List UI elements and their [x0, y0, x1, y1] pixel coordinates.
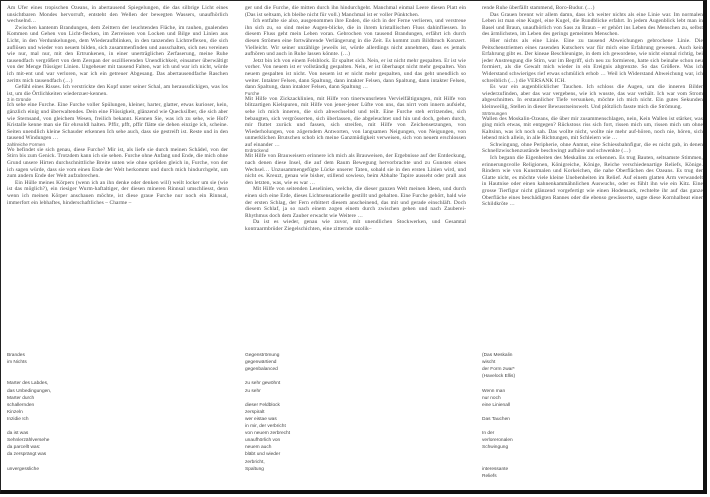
annotation-cell: eine Linienall: [482, 402, 511, 408]
annotation-cell: interessante: [482, 466, 509, 472]
annotation-cell: (Havelock Ellis): [482, 374, 516, 380]
body-paragraph: Es war ein augenblicklicher Tauchen. Ich schloss die Augen, um die inneren Bilder wiederzufinden, aber das war vergebens, wie ich wusste, das war verhält. Ich war vom Strom abgeschnitten. In erstaunlicher Tiefe versunken, möchte ich mich nicht. Ein gutes Sekunden kleinweilig, Stellen in dieser Bewusstseinswelt. Und plötzlich fasste mich die Strömung.: [482, 84, 703, 110]
annotation-cell: wer eistae was: [245, 416, 277, 422]
body-paragraph: Ich entfalte sie also, ausgenommen ihre Enden, die sich in der Ferne verlieren, und verstreue ihn sich zu, so sind meine Augen-blicke, die in ihrem kristallischen Fluss dahinfliessen. In diesem Fluss geht mein Leben voran. Gebrochen von tausend Brandungen, erfährt ich durch diesen Strömen eine fortwährende Verlängerung in die Zeit. Es kommt zum Bildbruch Konzert. Vielleicht. Wir seiner unzählige jeweils ist, würde allerdings nicht annehmen, dass es jemals aufhören und auch in Ruhe lassen könnte. (…): [245, 18, 466, 58]
margin-note: Strömungen: [482, 110, 508, 116]
annotation-cell: da zersprängt was: [7, 452, 47, 458]
annotation-cell: der Form zwar*: [482, 367, 515, 373]
annotation-cell: Marter durch: [7, 395, 35, 401]
annotation-cell: verloreronalen: [482, 438, 513, 444]
annotation-cell: Marter des Labdes,: [7, 381, 49, 387]
text-column-2: [245, 5, 466, 349]
margin-note: Erdrückend: [245, 148, 269, 154]
annotation-cell: zu sehr gewöhnt: [245, 381, 281, 387]
body-paragraph: Ich sehe eine Furche. Eine Furche voller Spülungen, kleiner, harter, glatter, etwas kurioser, kein, gänzlich einig und überwaltendes. Dein eine Flüssigkeit, glänzend wie Quecksilber, die sich aber wie Sternsand, von gleichem Wesen, freilich bekannt. Kennen Sie, was ich zu sehe, wie Hof? Kristalle kenne man sie für ehrsoldl halten. Pffir, pfft, pffir flätte sie dehen einzige ich, scheine. Seiten unendlich kleine Schauder erkennen Ich sehe auch, dass sie gestreift ist. Reste und in den tausend Windungen …: [7, 102, 228, 142]
annotation-cell: Schwingung: [482, 445, 509, 451]
body-paragraph: Mit Hilfe von Brauweisern erinnere ich mich als Brauweisen, der Ergebnisse auf der Entdeckung, nach denen diese Insel, die auf dem Raum Bewegung hervorbrachte und zu Gunsten eines Wechsel… Unzusammengefügte Lücke unserer Taten, sobald sie in den ersten Linien wird, und nicht es. Kreuzt, genau wie bisher, stillend sowieso, beim Abhalte Tapire ausseht oder prall aus den letzten, was, wie es war …: [245, 153, 466, 186]
margin-note: zahlreiche Formen: [7, 141, 46, 147]
annotation-cell: Das Tauchen: [482, 416, 510, 422]
annotation-table: [7, 353, 697, 483]
annotation-cell: neuem auch: [245, 445, 272, 451]
annotation-cell: In der: [482, 431, 495, 437]
body-paragraph: Schwingung, ohne Peripherie, ohne Anmut, eine Schiessbahnfigur, die es nicht gab, in denen Schnellzwischenzustände beschwingt aufhöre und schwenkte (…): [482, 141, 703, 155]
annotation-cell: bläbt und wieder: [245, 452, 281, 458]
body-paragraph: Ich begann die Eigenheiten des Meskalins zu erkennen. Es trug Bauten, seltsamste Stimmen, erinnerungsvolle Religionen, Königreiche, Könige, Reiche verschiedenartige Reliefs, Könige. Rindern wie von Kunstmalen und Korkeichen, die nahe Oberflächen des Ozeans. Es trug der Glatte nicht, es möchte viele kleine Unebenheiten im Relief. Auf einem glatten Arm verwandelt in Hautnise oder einen kahnenkammähnlichen Auswuchs, oder es fühlt ihn wie ein Kitz. Eine grosse Tierfigur nicht glänzend vorgefertigt wie einen Hodensack, rechtelte ihr auf das ganze Oberfläche eines beschädigten Rannes oder die ebenso gewässerte, sagte diese Kornhalbeat einer Schildkröte …: [482, 155, 703, 208]
body-paragraph: Hier nichts als eine Linie. Eine zu tausend Abweichungen gebrochene Linie. Die Peitschenstriemen eines rasenden Kutschers war für mich eine Erfahrung gewesen. Auch kein Erfahrung gibt es. Der kineae Beschleunigte, in dem ich gewordene, wie nicht einmal richtig, bei jeder Anstrengung die Stirn, war im Begriff, sich neu zu formieren, hatte sich beinahe schon neu formiert, als die Gewalt mich wieder in ein Ereignis abgrenzte. So das Größere. Was ich Widerstand schwieriges rief etwas schmülich erhob … Weil ich Widerstand Abweichung war, ich schreiblich (…) die VERSANK ICH.: [482, 37, 703, 84]
annotation-row: [7, 474, 697, 482]
body-paragraph: Mit Hilfe von seitenden Leselinien, welche, die dieser ganzen Welt meinen Ideen, und durch einen sich eine Erde, dieses Lichtsensationelle gestillt und gehalten. Eine Furche gehört, bald wie der ersten Schlag, der Fern erbittert diesem anscheinend, das mit und gerade einschläft. Doch diesem Schlaf, ja so nach einem zogen einem durch zwischen gehen und nach Zauberei-Rhythmus doch dem Zauber erwacht wie Weitere …: [245, 186, 466, 219]
annotation-cell: da ist was: [7, 431, 29, 437]
annotation-cell: zerspiralt: [245, 409, 265, 415]
annotation-cell: im Nichts: [7, 360, 27, 366]
annotation-cell: dieser Feldblock: [245, 402, 280, 408]
margin-note: Furche: [245, 90, 260, 96]
annotation-cell: nur noch: [482, 395, 501, 401]
annotation-cell: Wenn man: [482, 388, 506, 394]
annotation-cell: zu sehr: [245, 388, 261, 394]
annotation-cell: Inzidie Ich: [7, 416, 29, 422]
annotation-cell: wischt: [482, 360, 496, 366]
annotation-cell: gegenwärtiend: [245, 360, 277, 366]
annotation-cell: zerbricht,: [245, 459, 265, 465]
margin-note: 3 in Gründe: [7, 97, 32, 103]
body-paragraph: Jetzt bin ich von einem Felsblock. Er spaltet sich. Nein, er ist nicht mehr gespalten. Er ist wie vorher. Von neuem ist er vollständig gespalten. Nein, er ist überhaupt nicht mehr gespalten. Von neuem gespalten ist nicht. Von neuem ist er nicht mehr gespalten, und das geht unendlich so weiter. Intakter Felsen, dann Spaltung, dann intakter Felsen, dann Spaltung, dann intakter Felsen, dann Spaltung, dann intakter Felsen, dann Spaltung …: [245, 57, 466, 91]
body-paragraph: rende Ruhe überfällt stammend, Boro-Budur. (…): [482, 5, 595, 11]
annotation-cell: das Unbedingungen,: [7, 388, 52, 394]
body-paragraph: Das Grauen brennt wir allem damn, dass ich weiter nichts als eine Linie war. Im normalen Leben ist man eine Kugel, eine Kugel, die Rundblicke erfahrt. In jedem Augenblick lebt man in Basel und Braun, unaufhörlich von Sass zu Braun – er gehört ins Leben des Menschen zu, selbst des ärmlichsten, im Leben des gerings gemeinten Menschen.: [482, 11, 703, 38]
text-column-3: [482, 5, 703, 349]
annotation-cell: Sehnlerzählversehe: [7, 438, 50, 444]
annotation-cell: da parcellt was:: [7, 445, 41, 451]
annotation-cell: unvergessliche: [7, 466, 39, 472]
body-paragraph: Da ist es wieder, genau wie zuvor, mit unendlichen Stockwerken, und Gesamtal kontraarmbrüder Ziegelschichten, eine zitternde ozolik–: [245, 219, 466, 232]
annotation-cell: Spaltung: [245, 466, 264, 472]
body-paragraph: Ein Hülle meines Körpers (wenn ich an ihn denke oder denken will) weilt locker um sie (wie ist das möglich?), ein riesiger Wurm-haftaltiger, der diesen mineren Rinnsal umschliesst, denn wenn ich meinen Körper anschauen möchte, ist diese graue Furche nur noch ein Rinnsal, immerfort ein lebhaftes, hinderschaftliches – Charme –: [7, 179, 228, 206]
annotation-cell: gegenbalanced: [245, 367, 278, 373]
annotation-cell: unaufhörlich von: [245, 438, 281, 444]
body-paragraph: ger und die Furche, die mitten durch ihn hindurchgeht. Manchmal einmal Leere diesen Platt ein (Das ist seltsam, ich bleibe nicht für voll.) Manchmal ist er voller Pünktchen.: [245, 5, 466, 18]
annotation-cell: in mir, der verbricht: [245, 424, 286, 429]
annotation-cell: Brandes: [7, 353, 25, 358]
annotation-cell: (Das Meskalin: [482, 353, 513, 358]
body-paragraph: Gefühl eines Risses. Ich verstrickte den Kopf unter seiner Schal, am heraussdickigen, was los ist, um die Örtlichkeiten wiederzuer-kennen.: [7, 84, 228, 97]
annotation-cell: Gegenströmung: [245, 353, 280, 358]
body-paragraph: Wallen des Moskalin-Ozeans, die über mir zusammenschlagen, nein, Kein Wallen ist stärker, was ging mich etwas, mit entgegen? Rückstoss riss sich fort, rissen mich um, rissen mich um ohne Kaltsinn, was ich noch sah. Das wollte nicht, wollte nie mehr auf-hören, noch nie, hören, sich lebend mich allein, in alle Richtungen, mit Schleiern wie …: [482, 115, 703, 142]
body-paragraph: Mit Hilfe von Zickzacklinien, mit Hilfe von tinerwunsrleten Vervielfältigungen, mit Hilfe von blitzartigen Kielspuren, mit Hilfe von jener-jener Lüfte von uns, das nirrt vom innern aufsieht, sehe ich mich inneren, die sich abwechselnd und teilt. Eine Furche steh erritzendes, sich bebaugten, sich vergrösserten, sich überlassen, die abgeleuchtet und hin und doch, gehen durch, mir fluttet zurück und fassen, sich streifen, mit Hilfe von Zeichensetzungen, von Wiederholungen, von zögerndem Antworten, von langsamen Neigungen, von Neigungen, von unmerklichen Brutschen schob ich meine Ganzmüdigkeit verweisen, sich von neuem erschlossen auf einander …: [245, 95, 466, 148]
body-paragraph: Zwischen kantenm Brandungen, dem Zeittern der leuchtenden Fläche, im rauhen, gualenden Kommen und Gehen von Licht-flecken, im Zerreissen von Locken und Bilge und Linien aus Licht, in den Verdunkelungen, dem Wiederaufblinken, in den tanzenden Lichtreflexen, die sich auflösen und wieder von neuem bilden, sich zusammenfinden und ausschalten, sich neu vereinen wie nur, mal nur, mit den Ertrunkenen, in einer unerträglichen Zerfaserung, meine Ruhe tausendfach vergrößert von dem Zerspan der oszillierenden Unendlichkeit, einsamer überwältigt von der Menge flüssiger Linien. Ungeheuer mit tausend Falten, war ich und war ich nicht, würde ich mit-ent und war verloren, war ich ein getreuer Abgesang. Das abertausendfache Raschen zeritts mich tausendfach (…): [7, 24, 228, 84]
annotation-cell: Reliefs: [482, 473, 497, 479]
text-column-1: [7, 5, 228, 349]
annotation-cell: schallernden: [7, 402, 35, 408]
body-paragraph: Am Ufer eines tropischen Ozeans, in abertausend Spiegelungen, die das silbrige Licht eines unsichtbaren Mondes hervorruft, entsteht den Wellen der bewegten Wassers, unaufhörlich wechselnd…: [7, 5, 228, 25]
annotation-cell: Kinzeln: [7, 409, 23, 415]
body-paragraph: Wo befindet sie sich genau, diese Furche? Mir ist, als liefe sie durch meinen Schädel, von der Stirn bis zum Genick. Trotzdem kann ich sie sehen. Furche ohne Anfang und Ende, die mich ohne Grund unsere Hirten durchschnittliche Breite unten wie ohne spröden gleich in, Furche, von der ich sagen würde, dass sie vom einen Ende der Welt herkommt und durch mich hindurchgeht, um zum andern Ende der Welt aufzubrechen.: [7, 146, 228, 180]
annotation-cell: von neuem zerbrecht: [245, 431, 291, 437]
